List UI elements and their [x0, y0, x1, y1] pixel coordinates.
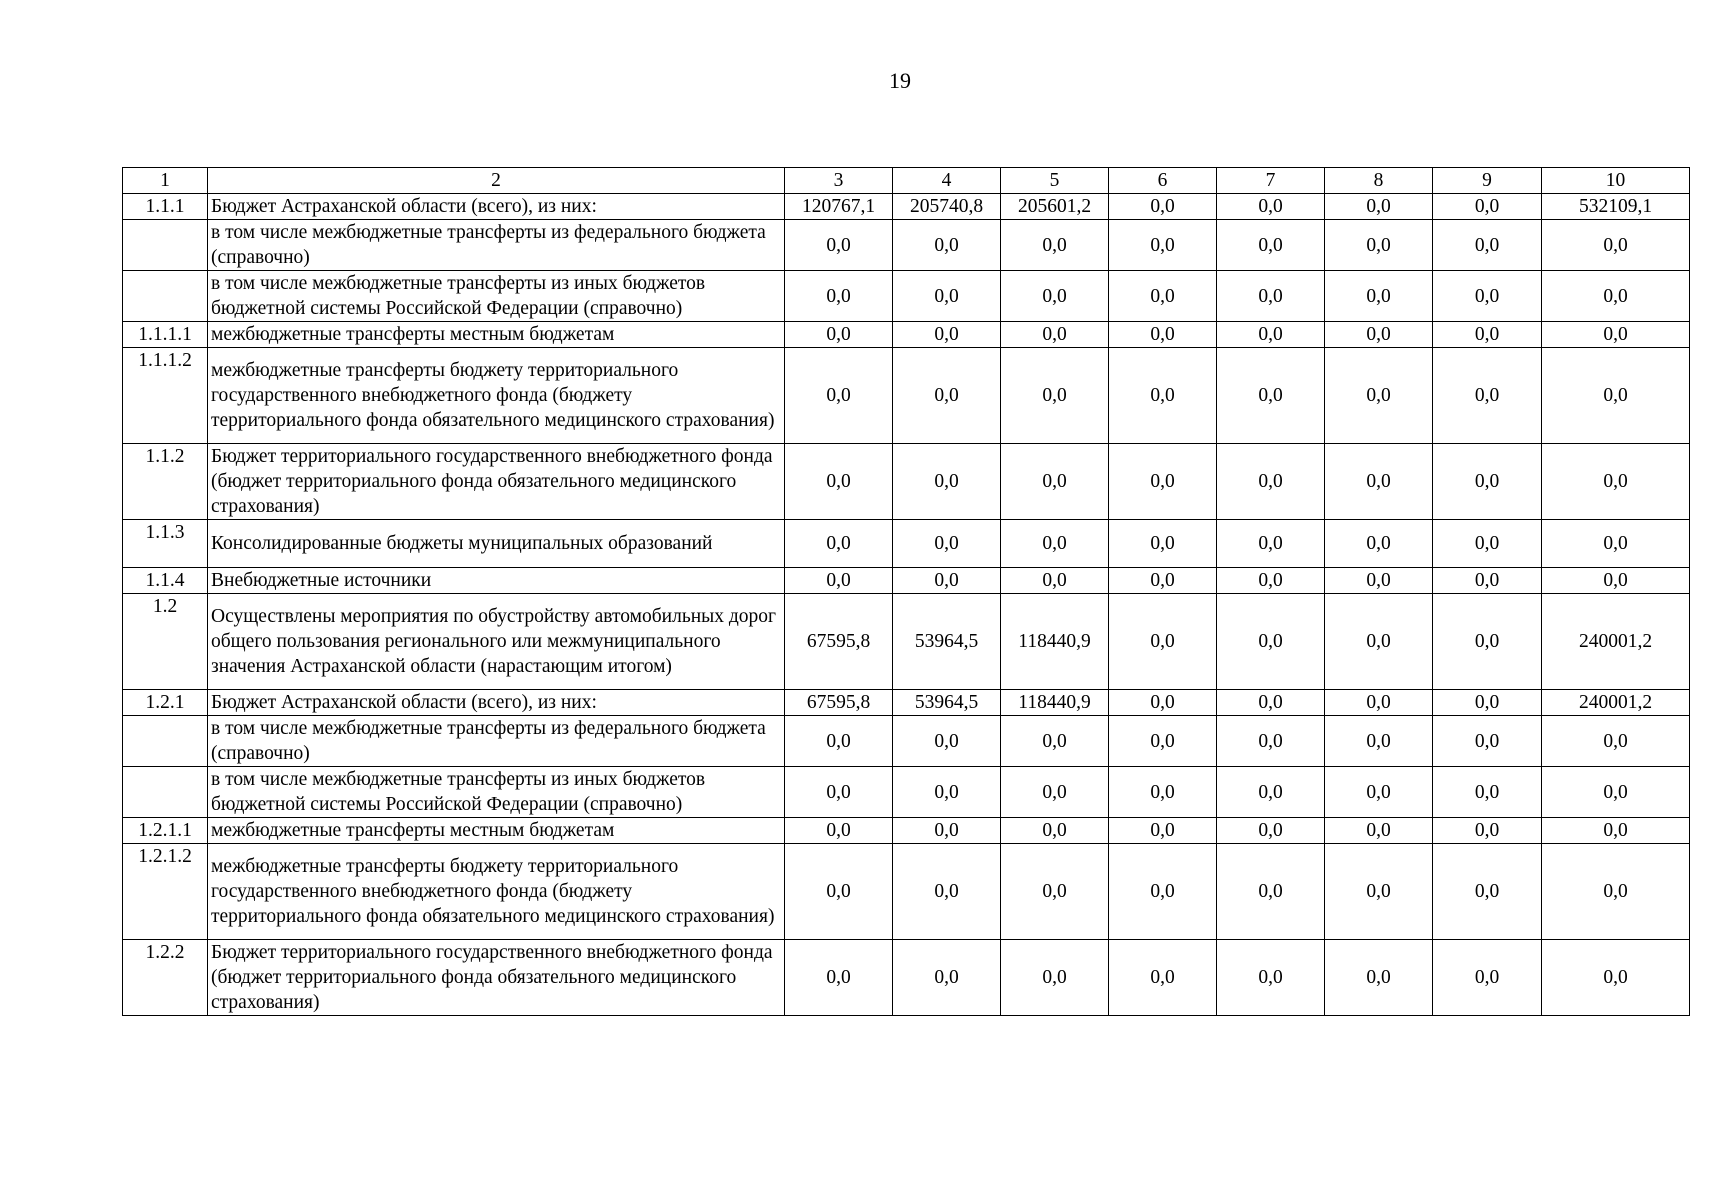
row-value: 0,0 [1217, 568, 1325, 594]
row-name: в том числе межбюджетные трансферты из федерального бюджета (справочно) [208, 220, 785, 271]
row-value: 0,0 [785, 444, 893, 520]
row-value: 0,0 [1109, 444, 1217, 520]
row-value: 0,0 [1001, 940, 1109, 1016]
table-row [123, 716, 1690, 767]
row-code [123, 767, 208, 818]
row-value: 205740,8 [893, 194, 1001, 220]
table-row [123, 194, 1690, 220]
row-code: 1.2.2 [123, 940, 208, 1016]
row-value: 0,0 [1217, 220, 1325, 271]
row-value: 0,0 [1325, 767, 1433, 818]
row-total-value: 240001,2 [1542, 690, 1690, 716]
row-value: 0,0 [1109, 220, 1217, 271]
row-value: 0,0 [1109, 594, 1217, 690]
row-value: 0,0 [1109, 767, 1217, 818]
row-code: 1.2 [123, 594, 208, 690]
row-value: 0,0 [1001, 716, 1109, 767]
row-value: 0,0 [785, 322, 893, 348]
row-value: 0,0 [1109, 568, 1217, 594]
row-name: в том числе межбюджетные трансферты из иных бюджетов бюджетной системы Российской Федерации (справочно) [208, 271, 785, 322]
row-value: 0,0 [1001, 818, 1109, 844]
row-value: 0,0 [1001, 767, 1109, 818]
row-code: 1.1.3 [123, 520, 208, 568]
row-value: 0,0 [1433, 594, 1542, 690]
row-code [123, 716, 208, 767]
row-code: 1.1.1 [123, 194, 208, 220]
row-value: 0,0 [1325, 594, 1433, 690]
page-number: 19 [889, 68, 911, 93]
row-value: 0,0 [1325, 444, 1433, 520]
table-row [123, 818, 1690, 844]
row-value: 0,0 [893, 844, 1001, 940]
row-value: 0,0 [785, 520, 893, 568]
row-value: 67595,8 [785, 690, 893, 716]
row-total-value: 0,0 [1542, 271, 1690, 322]
row-value: 0,0 [893, 444, 1001, 520]
row-name: межбюджетные трансферты бюджету территориального государственного внебюджетного фонда (бюджету территориального фонда обязательного медицинского страхования) [208, 844, 785, 940]
row-value: 0,0 [1433, 568, 1542, 594]
table-row [123, 844, 1690, 940]
row-code [123, 220, 208, 271]
table-row [123, 220, 1690, 271]
row-total-value: 0,0 [1542, 940, 1690, 1016]
row-value: 0,0 [1433, 271, 1542, 322]
row-value: 0,0 [1109, 194, 1217, 220]
row-value: 0,0 [1001, 520, 1109, 568]
row-name: Бюджет территориального государственного внебюджетного фонда (бюджет территориального фонда обязательного медицинского страхования) [208, 940, 785, 1016]
row-value: 0,0 [893, 322, 1001, 348]
row-value: 0,0 [1433, 520, 1542, 568]
row-total-value: 0,0 [1542, 322, 1690, 348]
column-number: 2 [208, 168, 785, 194]
row-value: 0,0 [893, 220, 1001, 271]
row-value: 67595,8 [785, 594, 893, 690]
column-number: 1 [123, 168, 208, 194]
row-value: 0,0 [1001, 568, 1109, 594]
row-value: 0,0 [1217, 716, 1325, 767]
row-value: 0,0 [1217, 594, 1325, 690]
row-value: 0,0 [1433, 322, 1542, 348]
row-value: 0,0 [1433, 940, 1542, 1016]
row-value: 0,0 [1217, 194, 1325, 220]
budget-table [122, 167, 1690, 1016]
table-row [123, 940, 1690, 1016]
row-value: 0,0 [785, 844, 893, 940]
row-value: 0,0 [893, 568, 1001, 594]
row-total-value: 0,0 [1542, 818, 1690, 844]
row-value: 0,0 [893, 271, 1001, 322]
row-name: Осуществлены мероприятия по обустройству автомобильных дорог общего пользования регионального или межмуниципального значения Астраханской области (нарастающим итогом) [208, 594, 785, 690]
row-value: 0,0 [1325, 271, 1433, 322]
table-row [123, 690, 1690, 716]
row-total-value: 0,0 [1542, 568, 1690, 594]
row-value: 0,0 [893, 520, 1001, 568]
column-number: 6 [1109, 168, 1217, 194]
table-row [123, 767, 1690, 818]
row-value: 0,0 [1217, 520, 1325, 568]
table-row [123, 520, 1690, 568]
row-value: 0,0 [1217, 818, 1325, 844]
row-value: 0,0 [1109, 271, 1217, 322]
row-total-value: 240001,2 [1542, 594, 1690, 690]
row-value: 0,0 [1001, 444, 1109, 520]
row-total-value: 0,0 [1542, 220, 1690, 271]
table-row [123, 444, 1690, 520]
row-value: 0,0 [893, 818, 1001, 844]
row-value: 0,0 [1433, 348, 1542, 444]
row-value: 0,0 [1433, 716, 1542, 767]
row-total-value: 0,0 [1542, 520, 1690, 568]
row-total-value: 0,0 [1542, 444, 1690, 520]
row-value: 0,0 [1325, 194, 1433, 220]
row-value: 0,0 [1325, 844, 1433, 940]
row-value: 0,0 [893, 348, 1001, 444]
row-value: 0,0 [1325, 220, 1433, 271]
row-value: 0,0 [1001, 271, 1109, 322]
row-code: 1.2.1 [123, 690, 208, 716]
row-value: 0,0 [1001, 322, 1109, 348]
row-code: 1.1.2 [123, 444, 208, 520]
row-value: 0,0 [1109, 940, 1217, 1016]
row-value: 0,0 [1217, 322, 1325, 348]
column-number: 3 [785, 168, 893, 194]
row-value: 0,0 [1217, 940, 1325, 1016]
row-value: 118440,9 [1001, 594, 1109, 690]
row-total-value: 0,0 [1542, 716, 1690, 767]
row-value: 0,0 [1433, 844, 1542, 940]
row-value: 0,0 [785, 818, 893, 844]
row-value: 0,0 [1001, 844, 1109, 940]
row-name: Бюджет территориального государственного внебюджетного фонда (бюджет территориального фонда обязательного медицинского страхования) [208, 444, 785, 520]
row-value: 0,0 [785, 271, 893, 322]
row-value: 0,0 [1325, 716, 1433, 767]
row-value: 0,0 [1109, 690, 1217, 716]
table-row [123, 271, 1690, 322]
row-value: 0,0 [1109, 844, 1217, 940]
table-row [123, 568, 1690, 594]
row-name: межбюджетные трансферты местным бюджетам [208, 322, 785, 348]
row-total-value: 0,0 [1542, 348, 1690, 444]
row-total-value: 532109,1 [1542, 194, 1690, 220]
row-value: 0,0 [1109, 818, 1217, 844]
row-value: 0,0 [785, 220, 893, 271]
row-value: 0,0 [785, 940, 893, 1016]
row-name: в том числе межбюджетные трансферты из иных бюджетов бюджетной системы Российской Федерации (справочно) [208, 767, 785, 818]
row-value: 0,0 [1325, 818, 1433, 844]
row-value: 53964,5 [893, 690, 1001, 716]
row-value: 0,0 [1217, 271, 1325, 322]
row-value: 0,0 [1325, 348, 1433, 444]
row-value: 0,0 [1433, 818, 1542, 844]
row-total-value: 0,0 [1542, 844, 1690, 940]
row-code: 1.2.1.1 [123, 818, 208, 844]
row-value: 0,0 [1217, 690, 1325, 716]
row-name: Консолидированные бюджеты муниципальных образований [208, 520, 785, 568]
row-value: 0,0 [785, 716, 893, 767]
row-name: Бюджет Астраханской области (всего), из них: [208, 690, 785, 716]
row-value: 0,0 [1325, 322, 1433, 348]
column-number: 10 [1542, 168, 1690, 194]
row-value: 0,0 [893, 767, 1001, 818]
row-value: 0,0 [1325, 690, 1433, 716]
column-number: 5 [1001, 168, 1109, 194]
row-name: межбюджетные трансферты местным бюджетам [208, 818, 785, 844]
row-value: 0,0 [1433, 767, 1542, 818]
row-value: 0,0 [1433, 444, 1542, 520]
row-value: 0,0 [785, 348, 893, 444]
column-number: 9 [1433, 168, 1542, 194]
row-value: 120767,1 [785, 194, 893, 220]
row-code: 1.1.1.2 [123, 348, 208, 444]
row-value: 0,0 [1109, 716, 1217, 767]
column-number: 4 [893, 168, 1001, 194]
table-row [123, 348, 1690, 444]
column-number-row [123, 168, 1690, 194]
row-value: 0,0 [1109, 348, 1217, 444]
row-value: 0,0 [1433, 194, 1542, 220]
column-number: 8 [1325, 168, 1433, 194]
row-value: 0,0 [1325, 940, 1433, 1016]
row-code: 1.1.1.1 [123, 322, 208, 348]
column-number: 7 [1217, 168, 1325, 194]
table-body [123, 168, 1690, 1016]
row-name: Бюджет Астраханской области (всего), из них: [208, 194, 785, 220]
row-value: 0,0 [1325, 568, 1433, 594]
row-value: 0,0 [1433, 220, 1542, 271]
row-code [123, 271, 208, 322]
row-value: 0,0 [1001, 348, 1109, 444]
row-value: 0,0 [785, 767, 893, 818]
row-code: 1.2.1.2 [123, 844, 208, 940]
row-code: 1.1.4 [123, 568, 208, 594]
row-value: 118440,9 [1001, 690, 1109, 716]
row-name: в том числе межбюджетные трансферты из федерального бюджета (справочно) [208, 716, 785, 767]
row-value: 0,0 [1217, 844, 1325, 940]
row-value: 0,0 [1001, 220, 1109, 271]
row-value: 205601,2 [1001, 194, 1109, 220]
row-value: 0,0 [1217, 444, 1325, 520]
row-value: 53964,5 [893, 594, 1001, 690]
row-name: Внебюджетные источники [208, 568, 785, 594]
table-row [123, 594, 1690, 690]
row-value: 0,0 [1109, 322, 1217, 348]
row-value: 0,0 [893, 940, 1001, 1016]
row-value: 0,0 [1217, 767, 1325, 818]
row-total-value: 0,0 [1542, 767, 1690, 818]
row-value: 0,0 [893, 716, 1001, 767]
row-value: 0,0 [785, 568, 893, 594]
table-row [123, 322, 1690, 348]
row-value: 0,0 [1433, 690, 1542, 716]
row-value: 0,0 [1109, 520, 1217, 568]
row-value: 0,0 [1325, 520, 1433, 568]
row-value: 0,0 [1217, 348, 1325, 444]
row-name: межбюджетные трансферты бюджету территориального государственного внебюджетного фонда (бюджету территориального фонда обязательного медицинского страхования) [208, 348, 785, 444]
